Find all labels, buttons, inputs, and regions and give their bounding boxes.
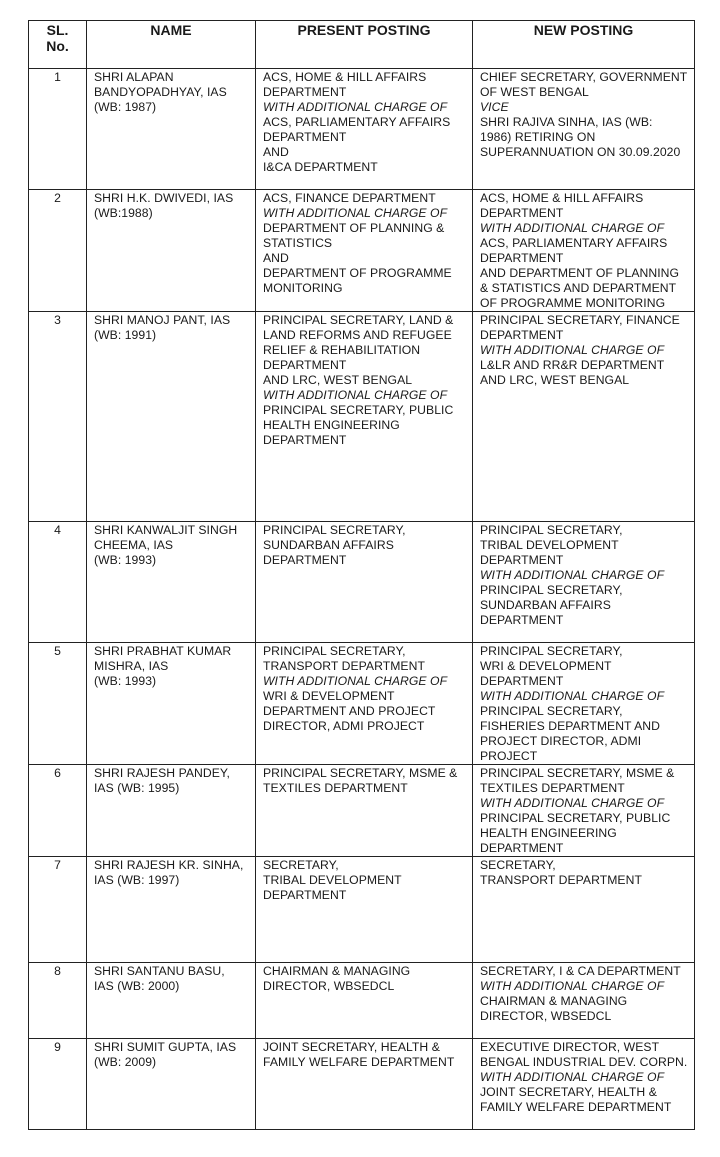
officer-name — [87, 522, 256, 643]
cell-line: TEXTILES DEPARTMENT — [263, 781, 408, 795]
table-row — [29, 857, 695, 963]
sl-number: 9 — [29, 1039, 87, 1130]
cell-line: SUPERANNUATION ON 30.09.2020 — [480, 145, 681, 159]
officer-name — [87, 190, 256, 312]
cell-line: L&LR AND RR&R DEPARTMENT — [480, 358, 665, 372]
cell-line: SHRI RAJESH PANDEY, — [94, 766, 230, 780]
cell-line: DEPARTMENT — [263, 358, 347, 372]
cell-line: SHRI H.K. DWIVEDI, IAS — [94, 191, 234, 205]
cell-line: TRIBAL DEVELOPMENT — [480, 538, 619, 552]
cell-line: PRINCIPAL SECRETARY, — [263, 523, 406, 537]
new-posting — [473, 963, 695, 1039]
cell-line: I&CA DEPARTMENT — [263, 160, 378, 174]
cell-line: AND DEPARTMENT OF PLANNING — [480, 266, 680, 280]
cell-line: DEPARTMENT — [263, 888, 347, 902]
present-posting — [256, 69, 473, 190]
cell-line: ACS, FINANCE DEPARTMENT — [263, 191, 436, 205]
cell-line: WITH ADDITIONAL CHARGE OF — [263, 100, 448, 114]
cell-line: ACS, HOME & HILL AFFAIRS — [263, 70, 427, 84]
cell-line: PRINCIPAL SECRETARY, MSME & — [263, 766, 458, 780]
cell-line: MISHRA, IAS — [94, 659, 169, 673]
header-name: NAME — [87, 21, 256, 69]
cell-line: TRIBAL DEVELOPMENT — [263, 873, 402, 887]
cell-line: FISHERIES DEPARTMENT AND — [480, 719, 660, 733]
cell-line: SHRI RAJIVA SINHA, IAS (WB: — [480, 115, 653, 129]
cell-line: WITH ADDITIONAL CHARGE OF — [263, 206, 448, 220]
cell-line: FAMILY WELFARE DEPARTMENT — [263, 1055, 455, 1069]
officer-name — [87, 312, 256, 522]
cell-line: WITH ADDITIONAL CHARGE OF — [480, 689, 665, 703]
table-row — [29, 765, 695, 857]
cell-line: FAMILY WELFARE DEPARTMENT — [480, 1100, 672, 1114]
cell-line: CHAIRMAN & MANAGING — [263, 964, 411, 978]
cell-line: MONITORING — [263, 281, 343, 295]
table-row — [29, 1039, 695, 1130]
new-posting — [473, 765, 695, 857]
cell-line: DEPARTMENT — [480, 251, 564, 265]
cell-line: PRINCIPAL SECRETARY, PUBLIC — [480, 811, 671, 825]
new-posting — [473, 190, 695, 312]
cell-line: DIRECTOR, WBSEDCL — [480, 1009, 612, 1023]
present-posting — [256, 857, 473, 963]
sl-number: 8 — [29, 963, 87, 1039]
officer-name — [87, 963, 256, 1039]
cell-line: PRINCIPAL SECRETARY, FINANCE — [480, 313, 680, 327]
cell-line: DEPARTMENT OF PROGRAMME — [263, 266, 452, 280]
header-sl — [29, 21, 87, 69]
table-row — [29, 69, 695, 190]
cell-line: WITH ADDITIONAL CHARGE OF — [480, 568, 665, 582]
cell-line: DEPARTMENT — [480, 553, 564, 567]
cell-line: SECRETARY, — [480, 858, 556, 872]
present-posting — [256, 643, 473, 765]
cell-line: CHAIRMAN & MANAGING — [480, 994, 628, 1008]
header-sl-line2: No. — [46, 38, 69, 54]
cell-line: WITH ADDITIONAL CHARGE OF — [263, 674, 448, 688]
cell-line: SHRI PRABHAT KUMAR — [94, 644, 232, 658]
new-posting — [473, 69, 695, 190]
cell-line: SHRI MANOJ PANT, IAS — [94, 313, 231, 327]
header-row — [29, 21, 695, 69]
table-row — [29, 312, 695, 522]
cell-line: PRINCIPAL SECRETARY, — [480, 704, 623, 718]
sl-number: 2 — [29, 190, 87, 312]
cell-line: DEPARTMENT — [480, 841, 564, 855]
cell-line: PROJECT — [480, 749, 538, 763]
officer-name — [87, 857, 256, 963]
sl-number: 5 — [29, 643, 87, 765]
officer-name — [87, 765, 256, 857]
sl-number: 3 — [29, 312, 87, 522]
cell-line: STATISTICS — [263, 236, 333, 250]
cell-line: TRANSPORT DEPARTMENT — [263, 659, 425, 673]
cell-line: BENGAL INDUSTRIAL DEV. CORPN. — [480, 1055, 688, 1069]
cell-line: TEXTILES DEPARTMENT — [480, 781, 625, 795]
cell-line: PRINCIPAL SECRETARY, — [480, 583, 623, 597]
cell-line: DEPARTMENT AND PROJECT — [263, 704, 436, 718]
present-posting — [256, 522, 473, 643]
cell-line: SHRI RAJESH KR. SINHA, — [94, 858, 244, 872]
cell-line: AND LRC, WEST BENGAL — [480, 373, 630, 387]
cell-line: HEALTH ENGINEERING — [480, 826, 617, 840]
table-row — [29, 522, 695, 643]
cell-line: PRINCIPAL SECRETARY, LAND & — [263, 313, 454, 327]
present-posting — [256, 312, 473, 522]
cell-line: PRINCIPAL SECRETARY, — [263, 644, 406, 658]
cell-line: CHIEF SECRETARY, GOVERNMENT — [480, 70, 688, 84]
cell-line: SUNDARBAN AFFAIRS — [480, 598, 611, 612]
cell-line: ACS, PARLIAMENTARY AFFAIRS — [263, 115, 451, 129]
cell-line: PRINCIPAL SECRETARY, — [480, 644, 623, 658]
cell-line: WITH ADDITIONAL CHARGE OF — [480, 221, 665, 235]
cell-line: EXECUTIVE DIRECTOR, WEST — [480, 1040, 660, 1054]
cell-line: SUNDARBAN AFFAIRS — [263, 538, 394, 552]
table-row — [29, 643, 695, 765]
cell-line: DEPARTMENT OF PLANNING & — [263, 221, 445, 235]
cell-line: AND — [263, 251, 289, 265]
cell-line: DIRECTOR, ADMI PROJECT — [263, 719, 425, 733]
cell-line: HEALTH ENGINEERING — [263, 418, 400, 432]
cell-line: ACS, HOME & HILL AFFAIRS — [480, 191, 644, 205]
cell-line: DEPARTMENT — [263, 433, 347, 447]
cell-line: DIRECTOR, WBSEDCL — [263, 979, 395, 993]
cell-line: (WB: 1993) — [94, 553, 157, 567]
posting-table — [28, 20, 695, 1130]
cell-line: SHRI SANTANU BASU, — [94, 964, 225, 978]
cell-line: LAND REFORMS AND REFUGEE — [263, 328, 452, 342]
cell-line: PROJECT DIRECTOR, ADMI — [480, 734, 642, 748]
cell-line: BANDYOPADHYAY, IAS — [94, 85, 227, 99]
cell-line: SECRETARY, I & CA DEPARTMENT — [480, 964, 681, 978]
table-body — [29, 69, 695, 1130]
cell-line: SECRETARY, — [263, 858, 339, 872]
cell-line: SHRI KANWALJIT SINGH — [94, 523, 238, 537]
sl-number: 4 — [29, 522, 87, 643]
cell-line: ACS, PARLIAMENTARY AFFAIRS — [480, 236, 668, 250]
cell-line: JOINT SECRETARY, HEALTH & — [480, 1085, 657, 1099]
cell-line: AND — [263, 145, 289, 159]
officer-name — [87, 643, 256, 765]
sl-number: 7 — [29, 857, 87, 963]
present-posting — [256, 190, 473, 312]
cell-line: VICE — [480, 100, 509, 114]
cell-line: (WB: 1993) — [94, 674, 157, 688]
cell-line: OF WEST BENGAL — [480, 85, 589, 99]
table-row — [29, 963, 695, 1039]
new-posting — [473, 643, 695, 765]
cell-line: & STATISTICS AND DEPARTMENT — [480, 281, 677, 295]
cell-line: DEPARTMENT — [263, 553, 347, 567]
cell-line: IAS (WB: 1997) — [94, 873, 180, 887]
cell-line: DEPARTMENT — [480, 206, 564, 220]
cell-line: WITH ADDITIONAL CHARGE OF — [480, 796, 665, 810]
table-row — [29, 190, 695, 312]
new-posting — [473, 857, 695, 963]
cell-line: OF PROGRAMME MONITORING — [480, 296, 666, 310]
cell-line: AND LRC, WEST BENGAL — [263, 373, 413, 387]
present-posting — [256, 765, 473, 857]
cell-line: TRANSPORT DEPARTMENT — [480, 873, 642, 887]
cell-line: (WB: 1987) — [94, 100, 157, 114]
cell-line: SHRI SUMIT GUPTA, IAS — [94, 1040, 237, 1054]
sl-number: 6 — [29, 765, 87, 857]
cell-line: DEPARTMENT — [480, 674, 564, 688]
cell-line: DEPARTMENT — [263, 130, 347, 144]
header-sl-line1: SL. — [46, 22, 69, 38]
cell-line: CHEEMA, IAS — [94, 538, 174, 552]
cell-line: (WB: 1991) — [94, 328, 157, 342]
new-posting — [473, 522, 695, 643]
header-new-posting: NEW POSTING — [473, 21, 695, 69]
new-posting — [473, 312, 695, 522]
cell-line: DEPARTMENT — [480, 613, 564, 627]
present-posting — [256, 963, 473, 1039]
cell-line: WITH ADDITIONAL CHARGE OF — [480, 343, 665, 357]
officer-name — [87, 69, 256, 190]
cell-line: WITH ADDITIONAL CHARGE OF — [480, 979, 665, 993]
cell-line: (WB:1988) — [94, 206, 153, 220]
new-posting — [473, 1039, 695, 1130]
cell-line: IAS (WB: 1995) — [94, 781, 180, 795]
cell-line: DEPARTMENT — [480, 328, 564, 342]
cell-line: JOINT SECRETARY, HEALTH & — [263, 1040, 440, 1054]
cell-line: RELIEF & REHABILITATION — [263, 343, 421, 357]
cell-line: (WB: 2009) — [94, 1055, 157, 1069]
officer-name — [87, 1039, 256, 1130]
cell-line: WITH ADDITIONAL CHARGE OF — [263, 388, 448, 402]
cell-line: 1986) RETIRING ON — [480, 130, 596, 144]
cell-line: WRI & DEVELOPMENT — [263, 689, 395, 703]
cell-line: WRI & DEVELOPMENT — [480, 659, 612, 673]
present-posting — [256, 1039, 473, 1130]
cell-line: IAS (WB: 2000) — [94, 979, 180, 993]
sl-number: 1 — [29, 69, 87, 190]
cell-line: PRINCIPAL SECRETARY, — [480, 523, 623, 537]
cell-line: PRINCIPAL SECRETARY, MSME & — [480, 766, 675, 780]
cell-line: SHRI ALAPAN — [94, 70, 174, 84]
cell-line: WITH ADDITIONAL CHARGE OF — [480, 1070, 665, 1084]
cell-line: DEPARTMENT — [263, 85, 347, 99]
header-present-posting: PRESENT POSTING — [256, 21, 473, 69]
cell-line: PRINCIPAL SECRETARY, PUBLIC — [263, 403, 454, 417]
